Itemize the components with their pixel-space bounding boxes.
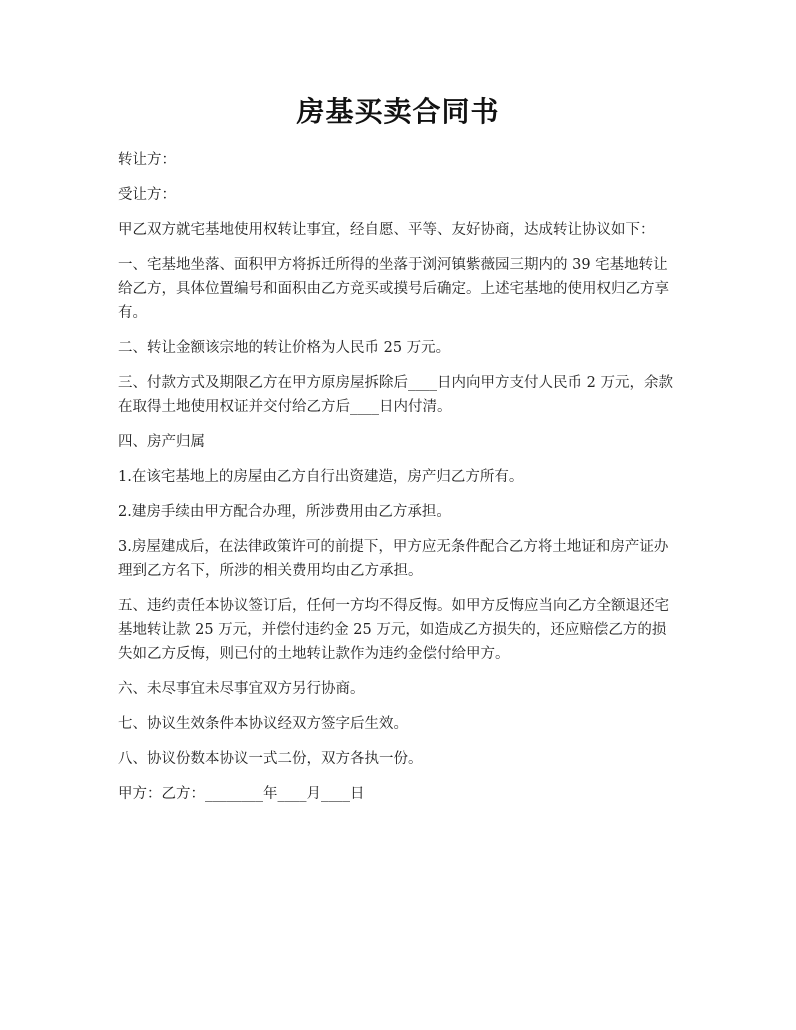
clause-4-item-3: 3.房屋建成后，在法律政策许可的前提下，甲方应无条件配合乙方将土地证和房产证办理到乙方名下，所涉的相关费用均由乙方承担。 — [118, 539, 669, 579]
clause-8-copies: 八、协议份数本协议一式二份，双方各执一份。 — [118, 751, 423, 767]
clause-2-amount: 二、转让金额该宗地的转让价格为人民币 25 万元。 — [118, 340, 451, 356]
clause-7-effective: 七、协议生效条件本协议经双方签字后生效。 — [118, 716, 408, 732]
signature-date-line: 甲方：乙方：________年____月____日 — [118, 786, 365, 802]
clause-5-breach: 五、违约责任本协议签订后，任何一方均不得反悔。如甲方反悔应当向乙方全额退还宅基地转让款 25 万元，并偿付违约金 25 万元，如造成乙方损失的，还应赔偿乙方的损失如乙方反悔，则已付的土地转让款作为违约金偿付给甲方。 — [118, 598, 669, 662]
clause-1-location-area: 一、宅基地坐落、面积甲方将拆迁所得的坐落于浏河镇紫薇园三期内的 39 宅基地转让给乙方，具体位置编号和面积由乙方竞买或摸号后确定。上述宅基地的使用权归乙方享有。 — [118, 257, 669, 321]
clause-4-item-2: 2.建房手续由甲方配合办理，所涉费用由乙方承担。 — [118, 504, 451, 520]
document-body — [118, 148, 678, 817]
clause-4-item-1: 1.在该宅基地上的房屋由乙方自行出资建造，房产归乙方所有。 — [118, 469, 524, 485]
document-title: 房基买卖合同书 — [296, 95, 500, 128]
clause-3-payment: 三、付款方式及期限乙方在甲方原房屋拆除后____日内向甲方支付人民币 2 万元，余款在取得土地使用权证并交付给乙方后____日内付清。 — [118, 375, 673, 415]
clause-4-heading: 四、房产归属 — [118, 434, 205, 450]
preamble-paragraph: 甲乙双方就宅基地使用权转让事宜，经自愿、平等、友好协商，达成转让协议如下： — [118, 222, 655, 238]
transferor-line: 转让方： — [118, 152, 176, 168]
clause-6-other-matters: 六、未尽事宜未尽事宜双方另行协商。 — [118, 681, 365, 697]
transferee-line: 受让方： — [118, 187, 176, 203]
